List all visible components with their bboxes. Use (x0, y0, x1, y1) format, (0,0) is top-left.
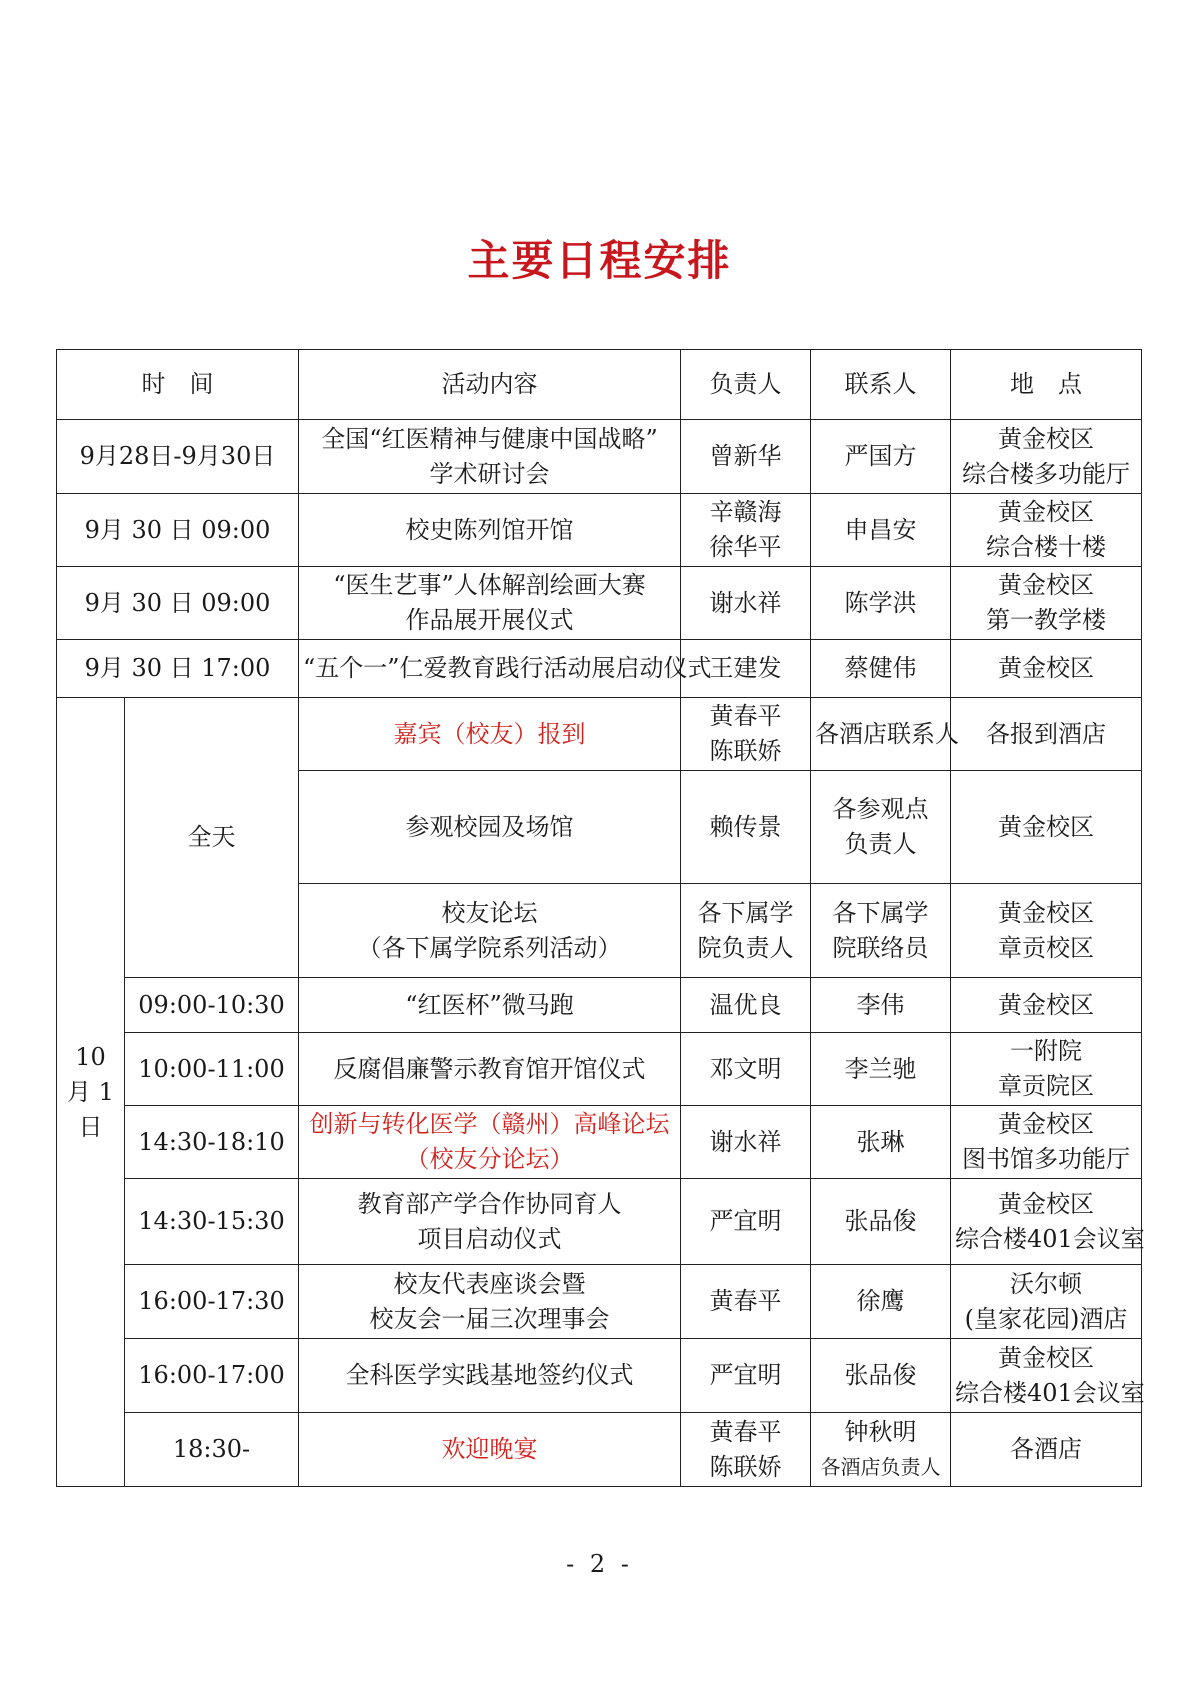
content-cell: 全科医学实践基地签约仪式 (299, 1339, 681, 1413)
table-row (57, 1265, 1142, 1339)
owner-cell: 曾新华 (681, 420, 811, 494)
location-cell: 黄金校区 章贡校区 (951, 884, 1142, 978)
location-cell: 沃尔顿 (皇家花园)酒店 (951, 1265, 1142, 1339)
location-cell: 黄金校区 图书馆多功能厅 (951, 1106, 1142, 1179)
content-cell: 教育部产学合作协同育人 项目启动仪式 (299, 1179, 681, 1265)
contact-cell: 各下属学 院联络员 (811, 884, 951, 978)
time-cell: 9月28日-9月30日 (57, 420, 299, 494)
schedule-table (56, 349, 1145, 1487)
contact-cell: 张琳 (811, 1106, 951, 1179)
time-cell: 18:30- (125, 1413, 299, 1487)
date-cell-oct1: 10 月 1 日 (57, 698, 125, 1487)
location-cell: 黄金校区 (951, 771, 1142, 884)
content-cell: “五个一”仁爱教育践行活动展启动仪式 (299, 640, 681, 698)
content-cell: 欢迎晚宴 (299, 1413, 681, 1487)
table-row (57, 567, 1142, 640)
allday-cell: 全天 (125, 698, 299, 978)
content-cell: 校史陈列馆开馆 (299, 494, 681, 567)
table-row (57, 420, 1142, 494)
location-cell: 黄金校区 第一教学楼 (951, 567, 1142, 640)
header-owner: 负责人 (681, 350, 811, 420)
owner-cell: 严宜明 (681, 1179, 811, 1265)
contact-cell: 李伟 (811, 978, 951, 1033)
table-row (57, 640, 1142, 698)
table-row (57, 1033, 1142, 1106)
owner-cell: 谢水祥 (681, 567, 811, 640)
time-cell: 9月 30 日 09:00 (57, 567, 299, 640)
location-cell: 黄金校区 综合楼401会议室 (951, 1179, 1142, 1265)
contact-cell: 张品俊 (811, 1339, 951, 1413)
contact-cell: 李兰驰 (811, 1033, 951, 1106)
location-cell: 各酒店 (951, 1413, 1142, 1487)
owner-cell: 辛赣海 徐华平 (681, 494, 811, 567)
time-cell: 09:00-10:30 (125, 978, 299, 1033)
table-row (57, 1339, 1142, 1413)
owner-cell: 黄春平 陈联娇 (681, 698, 811, 771)
contact-cell: 蔡健伟 (811, 640, 951, 698)
content-cell: “红医杯”微马跑 (299, 978, 681, 1033)
location-cell: 黄金校区 (951, 640, 1142, 698)
content-cell: “医生艺事”人体解剖绘画大赛 作品展开展仪式 (299, 567, 681, 640)
table-row (57, 1106, 1142, 1179)
content-cell: 反腐倡廉警示教育馆开馆仪式 (299, 1033, 681, 1106)
owner-cell: 各下属学 院负责人 (681, 884, 811, 978)
page-title: 主要日程安排 (467, 236, 732, 285)
content-cell: 嘉宾（校友）报到 (299, 698, 681, 771)
content-cell: 参观校园及场馆 (299, 771, 681, 884)
owner-cell: 邓文明 (681, 1033, 811, 1106)
owner-cell: 谢水祥 (681, 1106, 811, 1179)
content-cell: 校友代表座谈会暨 校友会一届三次理事会 (299, 1265, 681, 1339)
content-cell: 创新与转化医学（赣州）高峰论坛 （校友分论坛） (299, 1106, 681, 1179)
contact-cell: 徐鹰 (811, 1265, 951, 1339)
table-row (57, 1413, 1142, 1487)
time-cell: 16:00-17:30 (125, 1265, 299, 1339)
owner-cell: 王建发 (681, 640, 811, 698)
page-number: - 2 - (566, 1550, 633, 1578)
time-cell: 14:30-15:30 (125, 1179, 299, 1265)
location-cell: 黄金校区 综合楼多功能厅 (951, 420, 1142, 494)
contact-cell: 钟秋明 各酒店负责人 (811, 1413, 951, 1487)
time-cell: 9月 30 日 09:00 (57, 494, 299, 567)
owner-cell: 温优良 (681, 978, 811, 1033)
header-content: 活动内容 (299, 350, 681, 420)
contact-cell: 严国方 (811, 420, 951, 494)
owner-cell: 黄春平 陈联娇 (681, 1413, 811, 1487)
location-cell: 黄金校区 综合楼401会议室 (951, 1339, 1142, 1413)
header-location: 地 点 (951, 350, 1142, 420)
location-cell: 各报到酒店 (951, 698, 1142, 771)
header-row (57, 350, 1142, 420)
location-cell: 黄金校区 综合楼十楼 (951, 494, 1142, 567)
time-cell: 16:00-17:00 (125, 1339, 299, 1413)
time-cell: 14:30-18:10 (125, 1106, 299, 1179)
owner-cell: 赖传景 (681, 771, 811, 884)
table-row (57, 494, 1142, 567)
contact-cell: 各酒店联系人 (811, 698, 951, 771)
contact-cell: 申昌安 (811, 494, 951, 567)
header-time: 时 间 (57, 350, 299, 420)
contact-cell: 张品俊 (811, 1179, 951, 1265)
table-row (57, 1179, 1142, 1265)
owner-cell: 严宜明 (681, 1339, 811, 1413)
time-cell: 9月 30 日 17:00 (57, 640, 299, 698)
time-cell: 10:00-11:00 (125, 1033, 299, 1106)
content-cell: 全国“红医精神与健康中国战略” 学术研讨会 (299, 420, 681, 494)
location-cell: 一附院 章贡院区 (951, 1033, 1142, 1106)
table-row (57, 978, 1142, 1033)
table-row (57, 698, 1142, 771)
header-contact: 联系人 (811, 350, 951, 420)
owner-cell: 黄春平 (681, 1265, 811, 1339)
contact-cell: 各参观点 负责人 (811, 771, 951, 884)
location-cell: 黄金校区 (951, 978, 1142, 1033)
content-cell: 校友论坛 （各下属学院系列活动） (299, 884, 681, 978)
contact-cell: 陈学洪 (811, 567, 951, 640)
